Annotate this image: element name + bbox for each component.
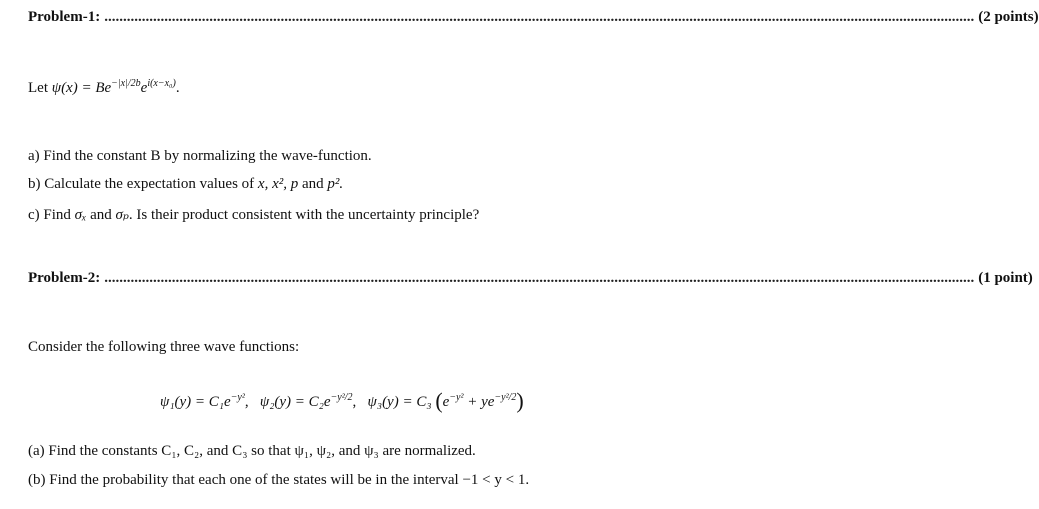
part-c-and: and: [86, 207, 116, 223]
problem-1-heading: [28, 9, 1039, 26]
psi2-lhs: ψ₂(y) = C₂e: [259, 394, 331, 410]
problem-1-part-c: [28, 205, 479, 224]
given-exponent-2: i(x−x₀): [147, 78, 176, 89]
problem-2-points: (1 point): [978, 270, 1033, 286]
part-c-prefix: c) Find: [28, 207, 75, 223]
part-c-rest: . Is their product consistent with the uncertainty principle?: [128, 207, 480, 223]
psi3-e1: e: [442, 394, 450, 410]
part-b-vars: x, x², p: [257, 176, 299, 192]
problem-2-heading: [28, 270, 1033, 287]
psi3-exponent-1: −y²: [449, 392, 464, 403]
psi1-lhs: ψ₁(y) = C₁e: [160, 394, 231, 410]
psi2-exponent: −y²/2: [330, 392, 353, 403]
part-c-sigma-p: σₚ: [115, 207, 129, 223]
problem-2-part-a: (a) Find the constants C₁, C₂, and C₃ so that ψ₁, ψ₂, and ψ₃ are normalized.: [28, 443, 476, 459]
problem-1-part-b: [28, 176, 343, 193]
part-b-last: p².: [327, 176, 344, 192]
problem-2-wave-functions: $\psi_1(y) = C_1e^{-y^2}$, $\psi_2(y) = C_2e^{-y^2/2}$, ψ₃(y) = C₃ $(e^{-y^2} + ye^{-y^2/2})$: [160, 388, 524, 413]
psi3-lhs: ψ₃(y) = C₃: [367, 394, 432, 410]
problem-2-intro: Consider the following three wave functions:: [28, 339, 300, 355]
problem-2-leader-dots: ........................................................................................................................................................................................................................................: [104, 270, 975, 286]
given-prefix: Let: [28, 80, 52, 96]
problem-1-leader-dots: ........................................................................................................................................................................................................................................: [104, 9, 975, 25]
problem-1-given: [28, 78, 180, 97]
problem-1-points: (2 points): [978, 9, 1039, 25]
problem-2-part-b: (b) Find the probability that each one of the states will be in the interval −1 < y < 1.: [28, 472, 530, 488]
psi3-open-paren: (: [435, 388, 443, 413]
given-lhs: ψ(x) = Be: [51, 80, 112, 96]
given-end: .: [175, 80, 180, 96]
part-b-prefix: b) Calculate the expectation values of: [28, 176, 258, 192]
part-c-sigma-x: σₓ: [74, 207, 87, 223]
part-b-and: and: [298, 176, 328, 192]
psi3-plus: + ye: [463, 394, 495, 410]
psi3-exponent-2: −y²/2: [494, 392, 517, 403]
given-e: e: [140, 80, 148, 96]
given-exponent-1: −|x|/2b: [111, 78, 141, 89]
psi1-exponent: −y²: [230, 392, 245, 403]
problem-1-part-a: a) Find the constant B by normalizing the wave-function.: [28, 148, 372, 164]
problem-2-label: Problem-2:: [28, 270, 101, 286]
problem-1-label: Problem-1:: [28, 9, 101, 25]
psi3-close-paren: ): [516, 388, 524, 413]
